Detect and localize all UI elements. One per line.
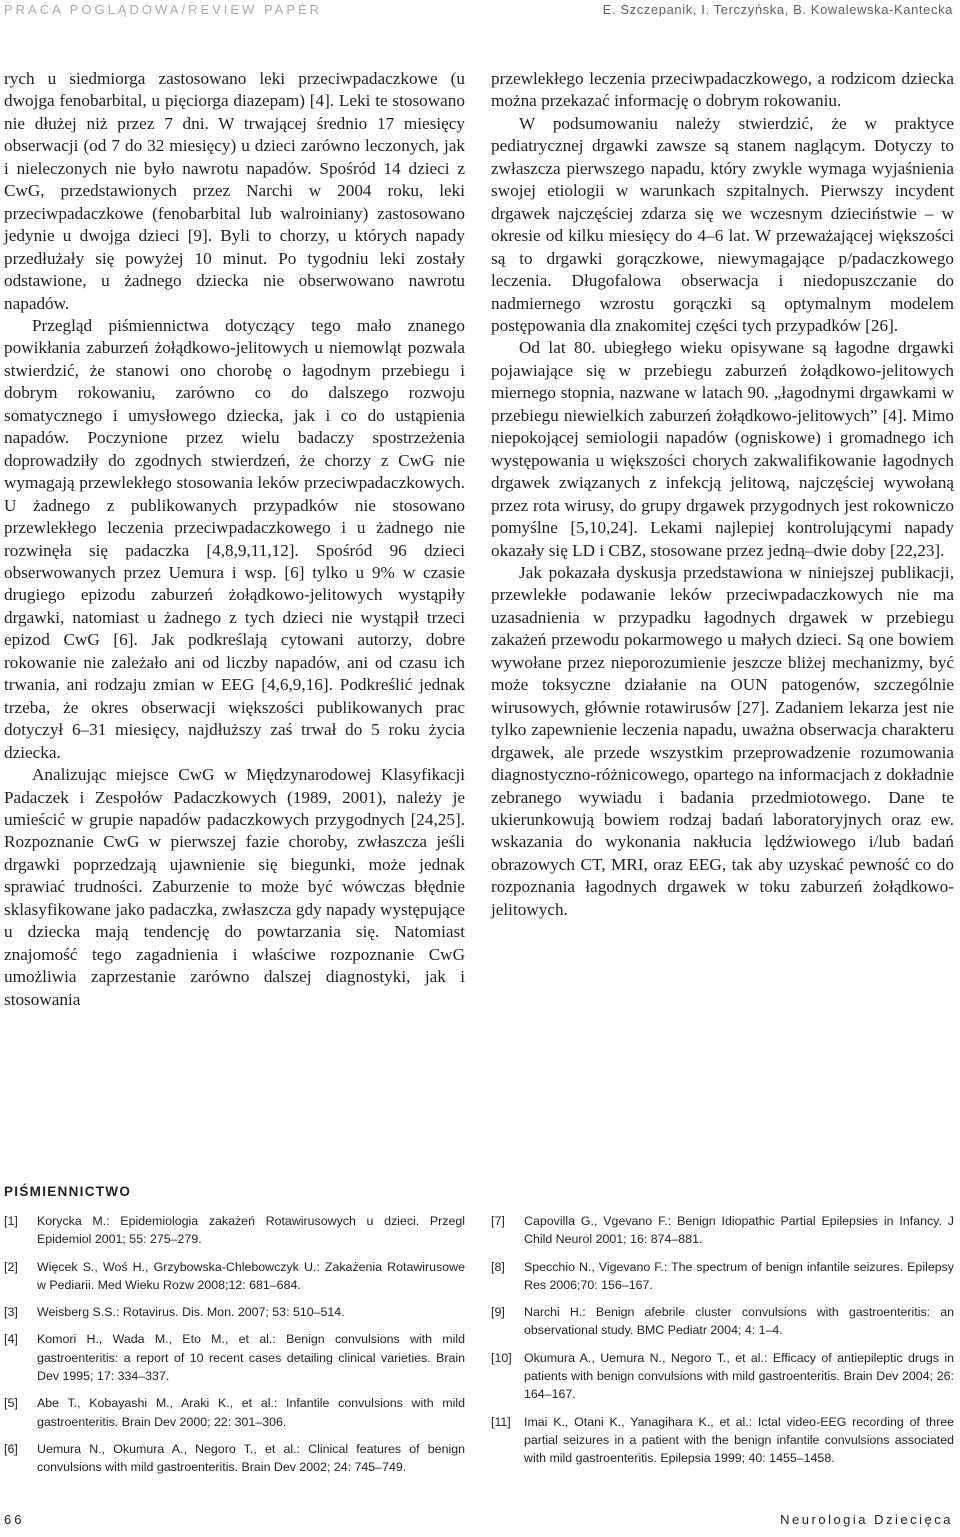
reference-item <box>4 1394 465 1431</box>
reference-number: [7] <box>491 1214 505 1228</box>
reference-item <box>4 1258 465 1295</box>
reference-text: Specchio N., Vigevano F.: The spectrum of benign infantile seizures. Epilepsy Res 2006;70: 156–167. <box>524 1259 954 1292</box>
paragraph: Przegląd piśmiennictwa dotyczący tego mało znanego powikłania zaburzeń żołądkowo-jelitowych u niemowląt pozwala stwierdzić, że stanowi ono chorobę o łagodnym przebiegu i dobrym rokowaniu, zarówno co do dalszego rozwoju somatycznego i umysłowego dziecka, jak i co do ustąpienia napadów. Poczynione przez wielu badaczy spostrzeżenia doprowadziły do zgodnych stwierdzeń, że chorzy z CwG nie wymagają przewlekłego stosowania leków przeciwpadaczkowych. U żadnego z publikowanych przypadków nie stosowano przewlekłego leczenia przeciwpadaczkowego i u żadnego nie rozwinęła się padaczka [4,8,9,11,12]. Spośród 96 dzieci obserwowanych przez Uemura i wsp. [6] tylko u 9% w czasie drugiego epizodu zaburzeń żołądkowo-jelitowych wystąpiły drgawki, natomiast u żadnego z tych dzieci nie wystąpił trzeci epizod CwG [6]. Jak podkreślają cytowani autorzy, dobre rokowanie nie zależało ani od liczby napadów, ani od czasu ich trwania, ani rodzaju zmian w EEG [4,6,9,16]. Podkreślić jednak trzeba, że okres obserwacji większości publikowanych prac dotyczył 6–31 miesięcy, najdłuższy zaś trwał do 5 roku życia dziecka. <box>4 315 465 762</box>
reference-text: Korycka M.: Epidemiologia zakażeń Rotawirusowych u dzieci. Przegl Epidemiol 2001; 55: 275–279. <box>37 1214 465 1247</box>
reference-text: Okumura A., Uemura N., Negoro T., et al.: Efficacy of antiepileptic drugs in patients with benign convulsions with mild gastroenteritis. Brain Dev 2004; 26: 164–167. <box>524 1350 954 1402</box>
reference-item <box>4 1212 465 1249</box>
page-number: 66 <box>4 1512 25 1527</box>
reference-item <box>4 1303 465 1321</box>
reference-number: [6] <box>4 1441 18 1456</box>
reference-item <box>491 1413 954 1468</box>
reference-number: [10] <box>491 1350 512 1365</box>
reference-text: Narchi H.: Benign afebrile cluster convulsions with gastroenteritis: an observational study. BMC Pediatr 2004; 4: 1–4. <box>524 1305 954 1338</box>
reference-number: [5] <box>4 1396 18 1411</box>
reference-text: Więcek S., Woś H., Grzybowska-Chlebowczyk U.: Zakażenia Rotawirusowe w Pediarii. Med Wieku Rozw 2008;12: 681–684. <box>37 1259 465 1292</box>
reference-number: [2] <box>4 1259 18 1274</box>
body-column-right <box>491 68 954 921</box>
authors-header: E. Szczepanik, I. Terczyńska, B. Kowalewska-Kantecka <box>602 2 953 17</box>
reference-text: Weisberg S.S.: Rotavirus. Dis. Mon. 2007; 53: 510–514. <box>37 1305 345 1320</box>
references-column-right <box>491 1212 954 1477</box>
reference-item <box>491 1303 954 1340</box>
paragraph: W podsumowaniu należy stwierdzić, że w praktyce pediatrycznej drgawki zawsze są stanem naglącym. Dotyczy to zwłaszcza pierwszego napadu, który zwykle wymaga wyjaśnienia swojej etiologii w warunkach szpitalnych. Pierwszy incydent drgawek najczęściej zdarza się we wczesnym dzieciństwie – w okresie od kilku miesięcy do 4–6 lat. W przeważającej większości są to drgawki gorączkowe, niewymagające p/padaczkowego leczenia. Długofalowa obserwacja i niedopuszczanie do nadmiernego wzrostu gorączki są optymalnym modelem postępowania dla znakomitej części tych przypadków [26]. <box>491 113 954 335</box>
reference-item <box>491 1349 954 1404</box>
reference-text: Komori H., Wada M., Eto M., et al.: Benign convulsions with mild gastroenteritis: a report of 10 recent cases detailing clinical varieties. Brain Dev 1995; 17: 334–337. <box>37 1332 465 1384</box>
references-heading: PIŚMIENNICTWO <box>4 1184 132 1199</box>
reference-text: Abe T., Kobayashi M., Araki K., et al.: Infantile convulsions with mild gastroenteritis. Brain Dev 2000; 22: 301–306. <box>37 1396 465 1429</box>
reference-number: [9] <box>491 1305 505 1320</box>
paragraph: Analizując miejsce CwG w Międzynarodowej Klasyfikacji Padaczek i Zespołów Padaczkowych (1989, 2001), należy je umieścić w grupie napadów padaczkowych przygodnych [24,25]. Rozpoznanie CwG w pierwszej fazie choroby, zwłaszcza jeśli drgawki poprzedzają ujawnienie się biegunki, może jednak sprawiać trudności. Zaburzenie to może być wówczas błędnie sklasyfikowane jako padaczka, zwłaszcza gdy napady występujące u dziecka mają tendencję do powtarzania się. Natomiast znajomość tego zagadnienia i właściwe rozpoznanie CwG umożliwia zaprzestanie zarówno dalszej diagnostyki, jak i stosowania <box>4 765 465 1009</box>
journal-name: Neurologia Dziecięca <box>780 1512 953 1527</box>
reference-text: Imai K., Otani K., Yanagihara K., et al.: Ictal video-EEG recording of three partial seizures in a patient with the benign infantile convulsions associated with mild gastroenteritis. Epilepsia 1999; 40: 1455–1458. <box>524 1414 954 1466</box>
reference-number: [11] <box>491 1414 511 1429</box>
body-column-left <box>4 68 465 1011</box>
paragraph: przewlekłego leczenia przeciwpadaczkowego, a rodzicom dziecka można przekazać informację o dobrym rokowaniu. <box>491 69 954 111</box>
reference-text: Uemura N., Okumura A., Negoro T., et al.: Clinical features of benign convulsions with mild gastroenteritis. Brain Dev 2002; 24: 745–749. <box>37 1441 465 1475</box>
section-label: PRACA POGLĄDOWA/REVIEW PAPER <box>4 2 323 17</box>
reference-number: [8] <box>491 1259 505 1274</box>
reference-item <box>4 1330 465 1385</box>
paragraph: rych u siedmiorga zastosowano leki przeciwpadaczkowe (u dwojga fenobarbital, u pięciorga diazepam) [4]. Leki te stosowano nie dłużej niż przez 7 dni. W trwającej średnio 17 miesięcy obserwacji (od 7 do 32 miesięcy) u dzieci zarówno leczonych, jak i nieleczonych nie było nawrotu napadów. Spośród 14 dzieci z CwG, przedstawionych przez Narchi w 2004 roku, leki przeciwpadaczkowe (fenobarbital lub walroiniany) zastosowano jedynie u dwojga dzieci [9]. Byli to chorzy, u których napady przedłużały się powyżej 10 minut. Po tygodniu leki zostały odstawione, u żadnego dziecka nie obserwowano nawrotu napadów. <box>4 69 465 313</box>
reference-text: Capovilla G., Vgevano F.: Benign Idiopathic Partial Epilepsies in Infancy. J Child Neurol 2001; 16: 874–881. <box>524 1214 954 1247</box>
reference-item <box>4 1440 465 1477</box>
reference-number: [1] <box>4 1214 18 1228</box>
paragraph: Jak pokazała dyskusja przedstawiona w niniejszej publikacji, przewlekłe podawanie leków przeciwpadaczkowych nie ma uzasadnienia w przypadku łagodnych drgawek w przebiegu zakażeń przewodu pokarmowego u małych dzieci. Są one bowiem wywołane przez nieporozumienie jeszcze bliżej mechanizmy, być może toksyczne działanie na OUN patogenów, szczególnie wirusowych, głównie rotawirusów [27]. Zadaniem lekarza jest nie tylko zapewnienie leczenia napadu, uważna obserwacja charakteru drgawek, ale przede wszystkim przeprowadzenie rozumowania diagnostyczno-różnicowego, opartego na informacjach z dokładnie zebranego wywiadu i badania przedmiotowego. Dane te ukierunkowują bowiem rodzaj badań laboratoryjnych oraz ew. wskazania do wykonania nakłucia lędźwiowego i/lub badań obrazowych CT, MRI, oraz EEG, tak aby uzyskać pewność co do rozpoznania łagodnych drgawek w toku zaburzeń żołądkowo-jelitowych. <box>491 562 954 919</box>
reference-item <box>491 1258 954 1295</box>
paragraph: Od lat 80. ubiegłego wieku opisywane są łagodne drgawki pojawiające się w przebiegu zaburzeń żołądkowo-jelitowych miernego stopnia, nazwane w latach 90. „łagodnymi drgawkami w przebiegu niewielkich zaburzeń żołądkowo-jelitowych” [4]. Mimo niepokojącej semiologii napadów (ogniskowe) i gromadnego ich występowania u większości chorych zakwalifikowanie łagodnych drgawek związanych z infekcją jelitową, najczęściej wywołaną przez rota wirusy, do grupy drgawek przygodnych jest rokowniczo pomyślne [5,10,24]. Lekami najlepiej kontrolującymi napady okazały się LD i CBZ, stosowane przez jedną–dwie doby [22,23]. <box>491 338 954 560</box>
reference-number: [4] <box>4 1332 18 1347</box>
reference-number: [3] <box>4 1305 18 1320</box>
reference-item <box>491 1212 954 1249</box>
references-column-left <box>4 1212 465 1486</box>
